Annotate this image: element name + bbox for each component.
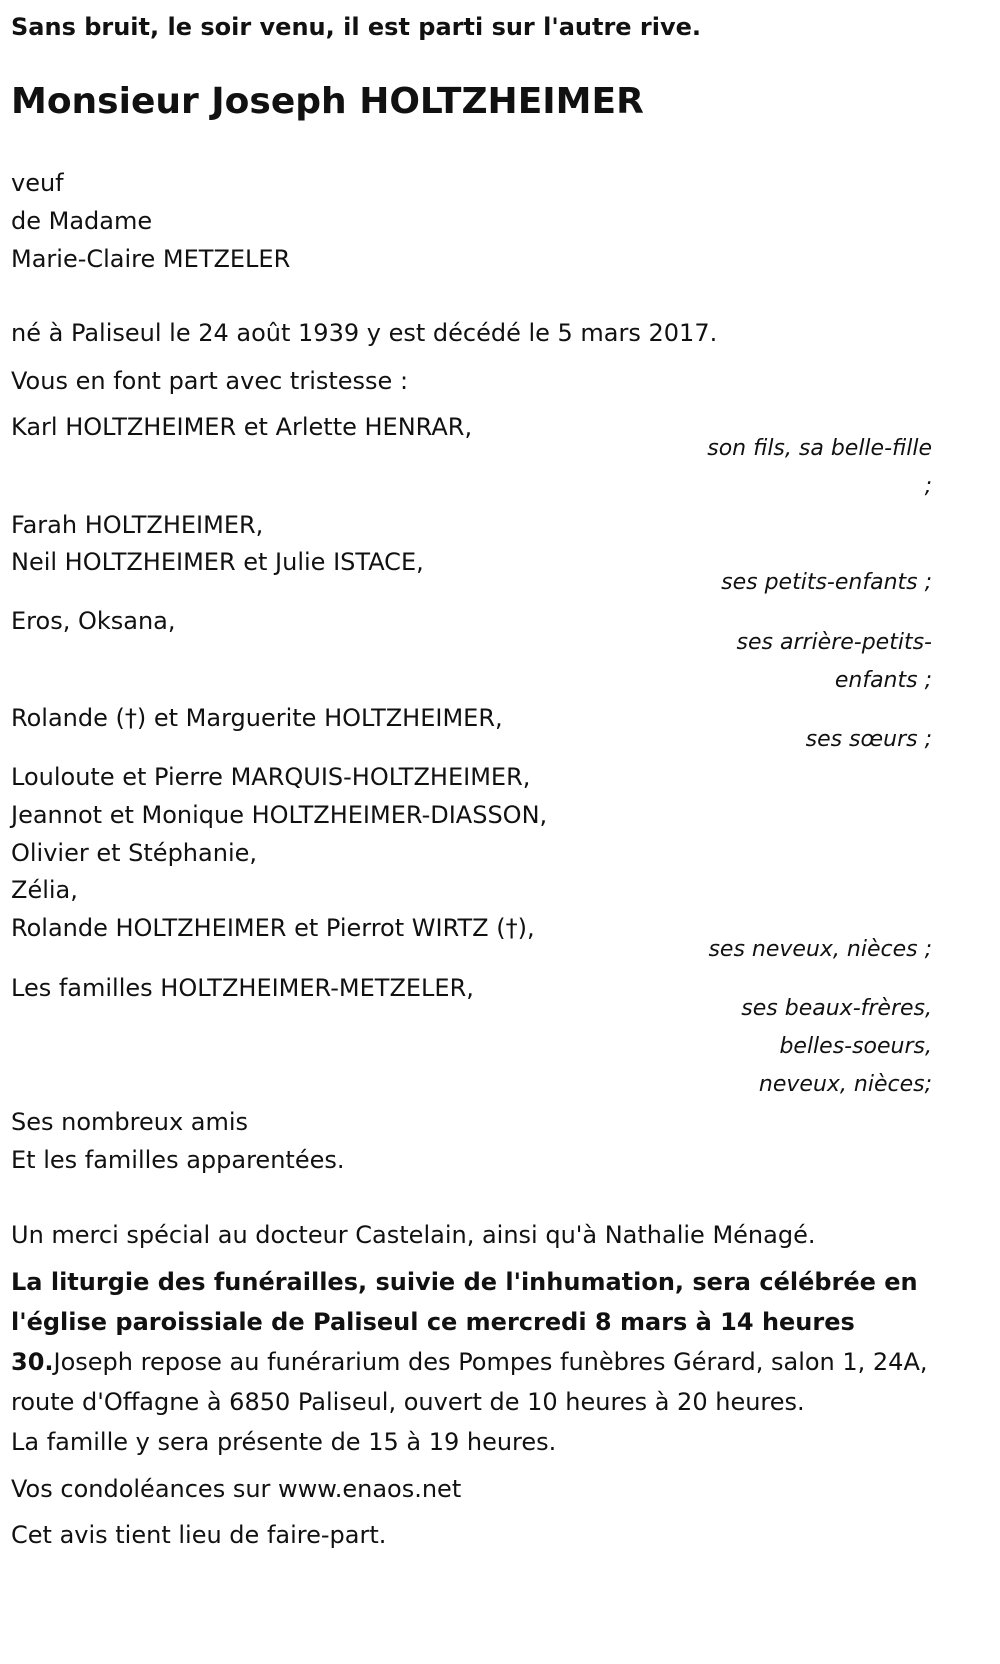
spouse-line-1: veuf	[11, 169, 64, 197]
friends-line: Ses nombreux amis	[11, 1108, 249, 1136]
closing-text: Cet avis tient lieu de faire-part.	[11, 1521, 387, 1549]
family-relation: neveux, nièces;	[758, 1072, 932, 1097]
spouse-line-2: de Madame	[11, 207, 153, 235]
spouse-line-3: Marie-Claire METZELER	[11, 245, 291, 273]
epigraph: Sans bruit, le soir venu, il est parti sur l'autre rive.	[11, 13, 702, 41]
family-relation: enfants ;	[834, 668, 932, 693]
family-name-line: Karl HOLTZHEIMER et Arlette HENRAR,	[11, 413, 473, 441]
family-name-line: Neil HOLTZHEIMER et Julie ISTACE,	[11, 548, 424, 576]
family-presence-text: La famille y sera présente de 15 à 19 heures.	[11, 1428, 557, 1456]
family-relation: belles-soeurs,	[779, 1034, 932, 1059]
family-relation: ses petits-enfants ;	[721, 570, 932, 595]
condolences-text: Vos condoléances sur www.enaos.net	[11, 1475, 462, 1503]
family-relation: son fils, sa belle-fille	[707, 436, 932, 461]
announce-intro: Vous en font part avec tristesse :	[11, 367, 409, 395]
deceased-name: Monsieur Joseph HOLTZHEIMER	[11, 81, 644, 122]
family-name-line: Eros, Oksana,	[11, 607, 176, 635]
ceremony-paragraph	[11, 1262, 961, 1422]
family-name-line: Rolande (†) et Marguerite HOLTZHEIMER,	[11, 704, 503, 732]
funerarium-details: Joseph repose au funérarium des Pompes funèbres Gérard, salon 1, 24A, route d'Offagne à 6850 Paliseul, ouvert de 10 heures à 20 heures.	[11, 1348, 928, 1416]
birth-death-text: né à Paliseul le 24 août 1939 y est décédé le 5 mars 2017.	[11, 319, 718, 347]
family-name-line: Olivier et Stéphanie,	[11, 839, 257, 867]
family-relation: ses arrière-petits-	[736, 630, 932, 655]
family-relation: ses sœurs ;	[805, 727, 932, 752]
family-relation: ses neveux, nièces ;	[708, 937, 932, 962]
family-name-line: Louloute et Pierre MARQUIS-HOLTZHEIMER,	[11, 763, 531, 791]
friends-line: Et les familles apparentées.	[11, 1146, 345, 1174]
family-relation: ;	[924, 474, 932, 499]
family-name-line: Les familles HOLTZHEIMER-METZELER,	[11, 974, 474, 1002]
family-name-line: Zélia,	[11, 876, 78, 904]
thanks-text: Un merci spécial au docteur Castelain, ainsi qu'à Nathalie Ménagé.	[11, 1221, 816, 1249]
family-name-line: Farah HOLTZHEIMER,	[11, 511, 264, 539]
ceremony-details: La liturgie des funérailles, suivie de l'inhumation, sera célébrée en l'église paroissiale de Paliseul ce mercredi 8 mars à 14 heures 30.	[11, 1268, 918, 1376]
family-name-line: Rolande HOLTZHEIMER et Pierrot WIRTZ (†),	[11, 914, 535, 942]
family-name-line: Jeannot et Monique HOLTZHEIMER-DIASSON,	[11, 801, 548, 829]
family-relation: ses beaux-frères,	[741, 996, 932, 1021]
